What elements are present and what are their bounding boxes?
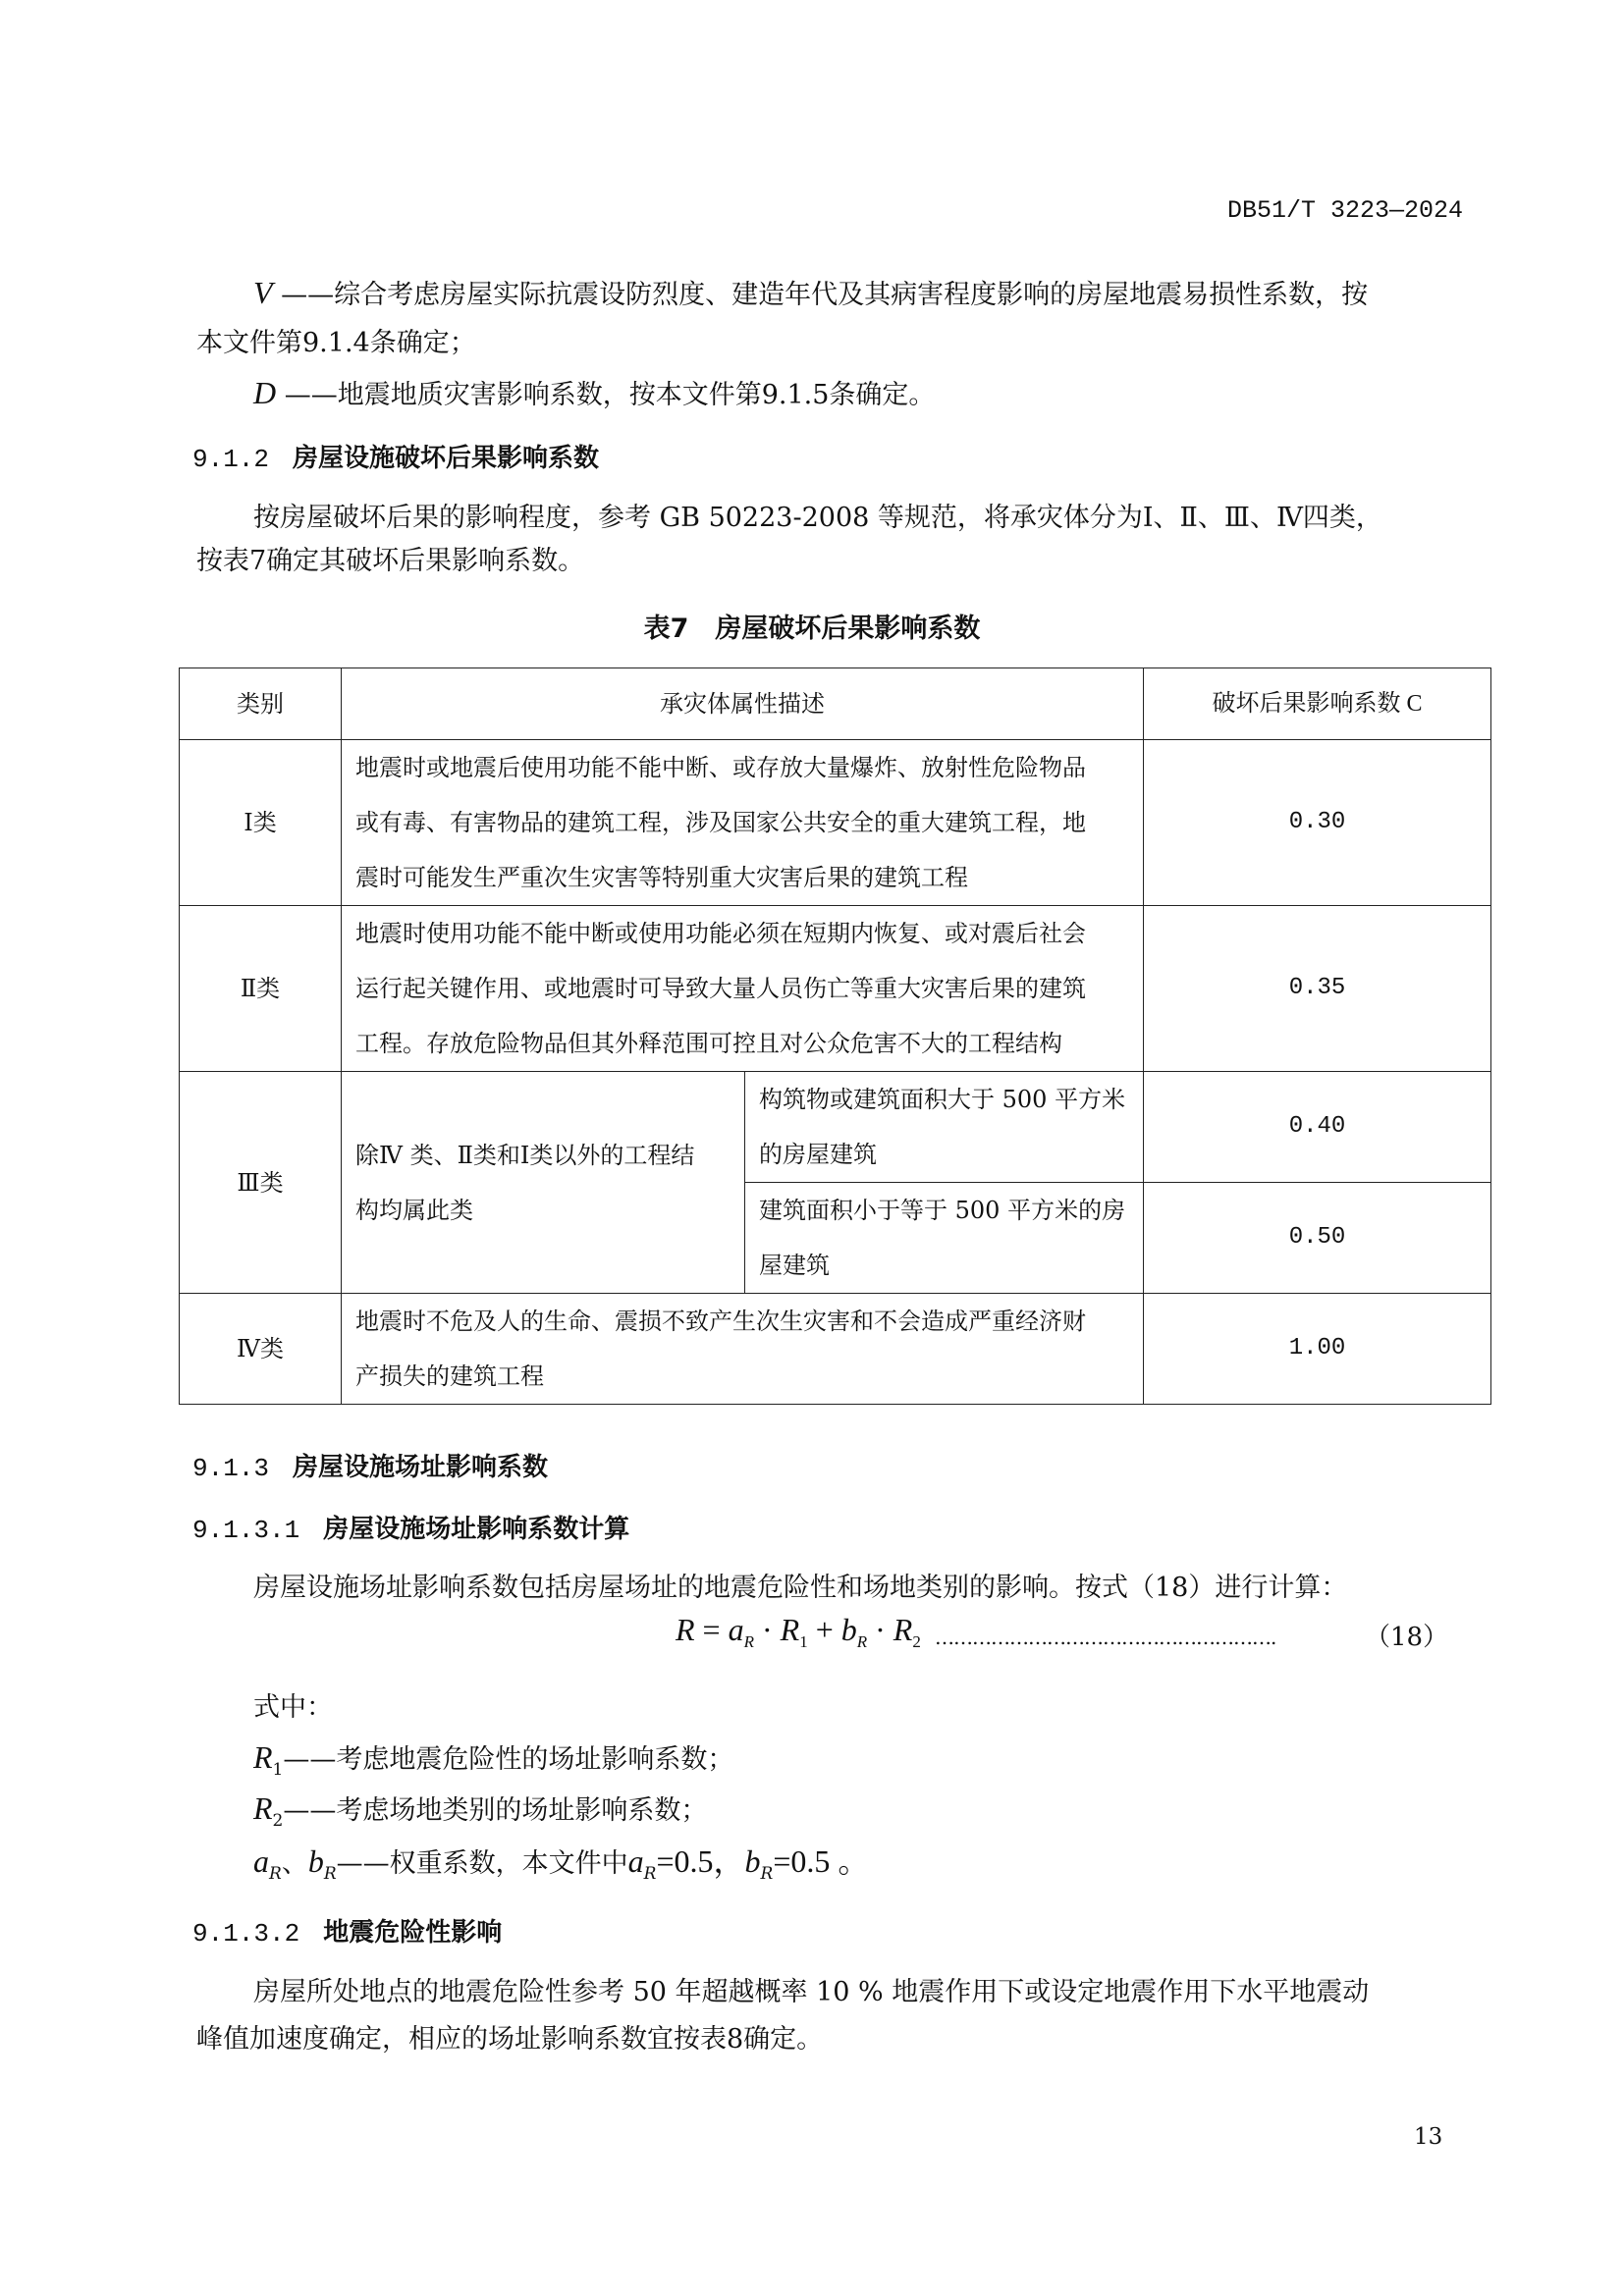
- formula-r2: R: [893, 1612, 913, 1647]
- formula-r2-sub: 2: [912, 1632, 921, 1651]
- table-caption: 表7 房屋破坏后果影响系数: [643, 614, 981, 644]
- section-heading-9-1-2: [192, 438, 599, 474]
- definition-v-text: ——综合考虑房屋实际抗震设防烈度、建造年代及其病害程度影响的房屋地震易损性系数，按: [281, 280, 1369, 310]
- section-number: 9.1.3.2: [192, 1919, 300, 1949]
- row-description: [342, 740, 1144, 906]
- section-title: 地震危险性影响: [323, 1918, 503, 1948]
- formula-plus: +: [815, 1612, 834, 1647]
- paragraph-9-1-2-line2: 按表7确定其破坏后果影响系数。: [196, 546, 585, 576]
- page-number: 13: [1414, 2124, 1443, 2150]
- description-line: 建筑面积小于等于 500 平方米的房: [759, 1197, 1126, 1224]
- description-line: 的房屋建筑: [759, 1141, 877, 1168]
- description-line: 除Ⅳ 类、Ⅱ类和Ⅰ类以外的工程结: [355, 1141, 695, 1169]
- section-title: 房屋设施场址影响系数计算: [323, 1515, 630, 1544]
- row-description: [342, 906, 1144, 1072]
- document-id: DB51/T 3223—2024: [1227, 196, 1464, 225]
- table-row: [180, 1294, 1491, 1405]
- symbol-v: V: [253, 275, 273, 310]
- where-label: 式中：: [253, 1692, 333, 1723]
- formula-a: a: [728, 1612, 744, 1647]
- symbol-r1: R: [253, 1739, 273, 1775]
- description-line: 或有毒、有害物品的建筑工程，涉及国家公共安全的重大建筑工程，地: [355, 809, 1086, 836]
- description-line: 地震时使用功能不能中断或使用功能必须在短期内恢复、或对震后社会: [355, 920, 1086, 947]
- row-category: Ⅱ类: [180, 906, 342, 1072]
- table-row: [180, 906, 1491, 1072]
- paragraph-9-1-3-2-line2: 峰值加速度确定，相应的场址影响系数宜按表8确定。: [196, 2024, 824, 2055]
- section-number: 9.1.3.1: [192, 1516, 300, 1545]
- paragraph-9-1-3-1: 房屋设施场址影响系数包括房屋场址的地震危险性和场地类别的影响。按式（18）进行计算：: [253, 1573, 1348, 1603]
- description-line: 地震时不危及人的生命、震损不致产生次生灾害和不会造成严重经济财: [355, 1308, 1086, 1335]
- symbol-r1-sub: 1: [272, 1760, 284, 1780]
- description-line: 构筑物或建筑面积大于 500 平方米: [759, 1086, 1126, 1113]
- table-header-row: [180, 668, 1491, 740]
- section-number: 9.1.2: [192, 445, 270, 474]
- row-description: [342, 1294, 1144, 1405]
- definition-d: [253, 373, 935, 415]
- definition-r2: [253, 1789, 707, 1841]
- symbol-r2-sub: 2: [272, 1811, 284, 1831]
- symbol-a-sub: R: [269, 1864, 282, 1884]
- description-line: 产损失的建筑工程: [355, 1362, 544, 1390]
- definition-v: [253, 273, 1368, 315]
- row-value: 0.40: [1144, 1072, 1491, 1183]
- symbol-b-sub: R: [323, 1864, 337, 1884]
- formula-number: （18）: [1365, 1623, 1449, 1652]
- paragraph-9-1-3-2-line1: 房屋所处地点的地震危险性参考 50 年超越概率 10 % 地震作用下或设定地震作用下水平地震动: [253, 1977, 1370, 2007]
- symbol-a-inline-sub: R: [643, 1864, 657, 1884]
- a-value: =0.5，: [656, 1843, 745, 1879]
- row-category: Ⅳ类: [180, 1294, 342, 1405]
- description-line: 震时可能发生严重次生灾害等特别重大灾害后果的建筑工程: [355, 864, 968, 891]
- separator: 、: [281, 1848, 308, 1879]
- b-value: =0.5 。: [773, 1843, 870, 1879]
- sub-row-description: [745, 1183, 1144, 1294]
- definition-r1-text: ——考虑地震危险性的场址影响系数；: [283, 1744, 734, 1775]
- symbol-a: a: [253, 1843, 269, 1879]
- section-number: 9.1.3: [192, 1454, 270, 1483]
- formula-b-sub: R: [856, 1632, 868, 1651]
- symbol-b: b: [307, 1843, 324, 1879]
- symbol-b-inline: b: [744, 1843, 761, 1879]
- row-category: Ⅲ类: [180, 1072, 342, 1294]
- table-row: [180, 1072, 1491, 1183]
- row-value: 0.50: [1144, 1183, 1491, 1294]
- section-title: 房屋设施场址影响系数: [293, 1453, 549, 1482]
- symbol-b-inline-sub: R: [760, 1864, 774, 1884]
- description-line: 屋建筑: [759, 1252, 830, 1279]
- row-value: 1.00: [1144, 1294, 1491, 1405]
- formula-r1-sub: 1: [799, 1632, 808, 1651]
- header-coefficient: [1144, 668, 1491, 740]
- row-value: 0.35: [1144, 906, 1491, 1072]
- definition-weights: [253, 1842, 869, 1894]
- description-line: 运行起关键作用、或地震时可导致大量人员伤亡等重大灾害后果的建筑: [355, 975, 1086, 1002]
- paragraph-9-1-2-line1: 按房屋破坏后果的影响程度，参考 GB 50223-2008 等规范，将承灾体分为Ⅰ、Ⅱ、Ⅲ、Ⅳ四类，: [253, 503, 1382, 533]
- table-row: [180, 740, 1491, 906]
- section-heading-9-1-3-1: [192, 1509, 629, 1545]
- formula-equals: =: [702, 1612, 721, 1647]
- symbol-a-inline: a: [627, 1843, 644, 1879]
- definition-r2-text: ——考虑场地类别的场址影响系数；: [283, 1795, 708, 1826]
- definition-d-text: ——地震地质灾害影响系数，按本文件第9.1.5条确定。: [284, 380, 936, 410]
- formula-18: [676, 1612, 921, 1652]
- table-7: [179, 667, 1491, 1405]
- symbol-r2: R: [253, 1790, 273, 1826]
- row-description: [342, 1072, 745, 1294]
- formula-leader: ……………………………………………….: [935, 1626, 1276, 1649]
- formula-b: b: [840, 1612, 857, 1647]
- formula-a-sub: R: [743, 1632, 754, 1651]
- sub-row-description: [745, 1072, 1144, 1183]
- formula-r1: R: [780, 1612, 800, 1647]
- section-heading-9-1-3-2: [192, 1912, 502, 1949]
- header-category: 类别: [180, 668, 342, 740]
- description-line: 工程。存放危险物品但其外释范围可控且对公众危害不大的工程结构: [355, 1030, 1062, 1057]
- definition-r1: [253, 1737, 733, 1789]
- section-title: 房屋设施破坏后果影响系数: [293, 444, 600, 473]
- row-value: 0.30: [1144, 740, 1491, 906]
- formula-lhs: R: [676, 1612, 695, 1647]
- description-line: 地震时或地震后使用功能不能中断、或存放大量爆炸、放射性危险物品: [355, 754, 1086, 781]
- header-description: 承灾体属性描述: [342, 668, 1144, 740]
- definition-v-continued: 本文件第9.1.4条确定；: [196, 328, 476, 358]
- description-line: 构均属此类: [355, 1196, 473, 1224]
- row-category: Ⅰ类: [180, 740, 342, 906]
- section-heading-9-1-3: [192, 1447, 548, 1483]
- symbol-d: D: [253, 375, 277, 410]
- formula-dot: ·: [875, 1612, 886, 1647]
- formula-dot: ·: [761, 1612, 773, 1647]
- header-coefficient-text: 破坏后果影响系数 C: [1212, 691, 1423, 717]
- definition-weights-text: ——权重系数，本文件中: [336, 1848, 628, 1879]
